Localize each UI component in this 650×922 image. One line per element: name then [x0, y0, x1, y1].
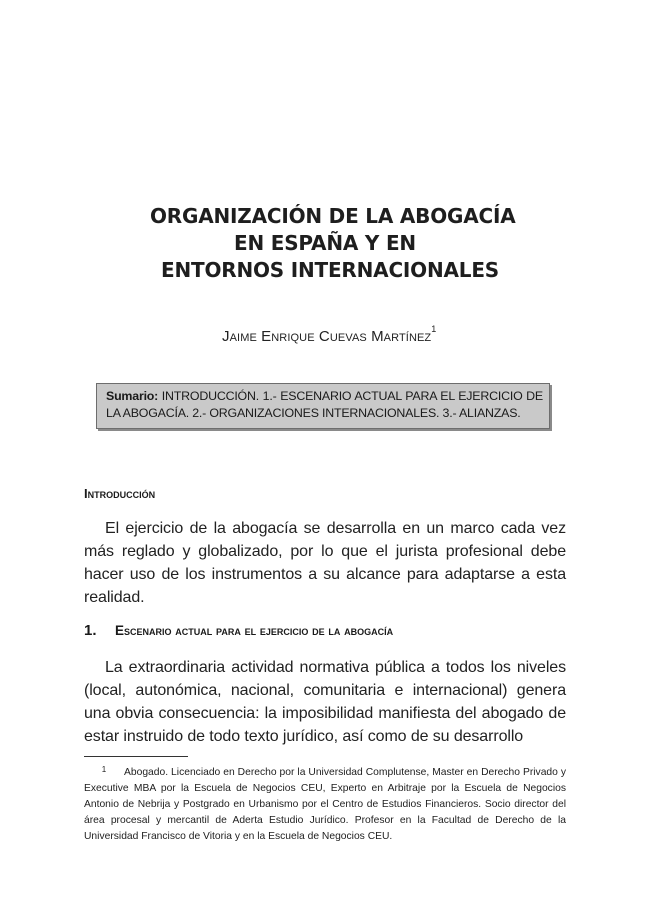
section-1-heading — [84, 622, 393, 639]
intro-paragraph-text: El ejercicio de la abogacía se desarrolla en un marco cada vez más reglado y globalizado, por lo que el jurista profesional debe hacer uso de los instrumentos a su alcance para adaptarse a esta realidad. — [84, 520, 566, 606]
footnote-divider — [84, 756, 188, 757]
intro-heading: Introducción — [84, 486, 156, 501]
title-line-3: ENTORNOS INTERNACIONALES — [161, 258, 500, 282]
author-footnote-ref: 1 — [431, 324, 437, 334]
summary-box — [96, 383, 550, 429]
footnote-text: Abogado. Licenciado en Derecho por la Universidad Complutense, Master en Derecho Privado y Executive MBA por la Escuela de Negocios CEU, Experto en Arbitraje por la Escuela de Negocios Antonio de Nebrija y Postgrado en Urbanismo por el Centro de Estudios Financieros. Socio director del área procesal y mercantil de Aderta Estudio Jurídico. Profesor en la Facultad de Derecho de la Universidad Francisco de Vitoria y en la Escuela de Negocios CEU. — [84, 767, 566, 842]
footnote — [84, 765, 566, 845]
title-line-2: EN ESPAÑA Y EN — [234, 231, 416, 255]
section-1-paragraph — [84, 656, 566, 748]
summary-text: INTRODUCCIÓN. 1.- ESCENARIO ACTUAL PARA EL EJERCICIO DE LA ABOGACÍA. 2.- ORGANIZACIONES INTERNACIONALES. 3.- ALIANZAS. — [106, 389, 543, 420]
section-1-paragraph-text: La extraordinaria actividad normativa pública a todos los niveles (local, autonómica, nacional, comunitaria e internacional) genera una obvia consecuencia: la imposibilidad manifiesta del abogado de estar instruido de todo texto jurídico, así como de su desarrollo — [84, 659, 566, 745]
title-line-1: ORGANIZACIÓN DE LA ABOGACÍA — [150, 204, 516, 228]
section-1-number: 1. — [84, 622, 97, 639]
author-line — [222, 324, 437, 345]
intro-paragraph — [84, 517, 566, 609]
footnote-mark: 1 — [101, 765, 107, 774]
author-name: Jaime Enrique Cuevas Martínez — [222, 328, 432, 345]
section-1-title: Escenario actual para el ejercicio de la abogacía — [115, 623, 394, 638]
summary-label: Sumario: — [106, 389, 159, 403]
